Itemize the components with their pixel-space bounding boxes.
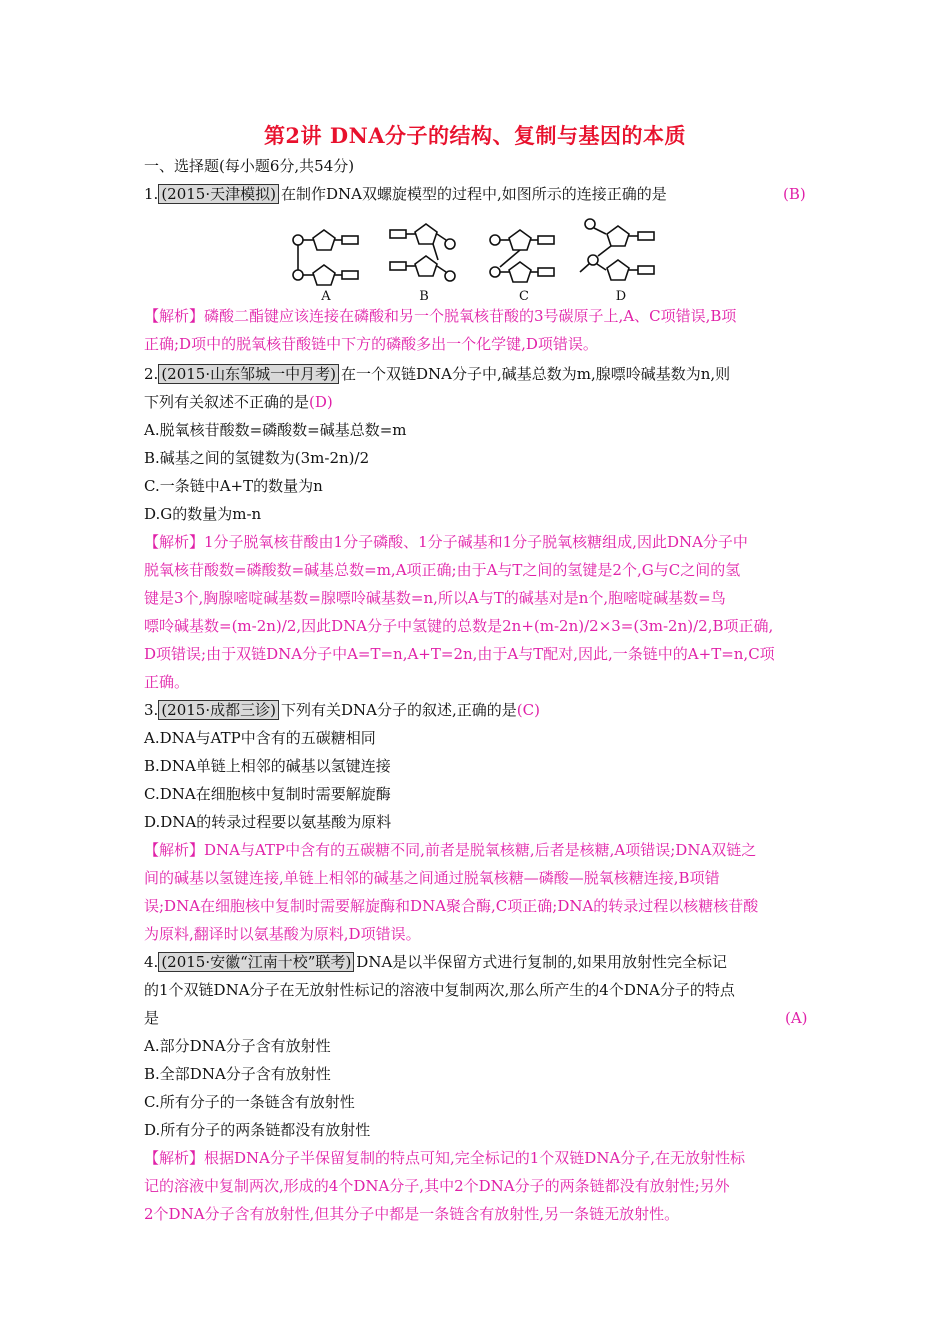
question-2-continued xyxy=(144,392,333,412)
option-d: D.所有分子的两条链都没有放射性 xyxy=(144,1121,371,1139)
question-number: 1. xyxy=(144,185,159,203)
question-text: DNA是以半保留方式进行复制的,如果用放射性完全标记 xyxy=(356,953,728,971)
option-a: A.脱氧核苷酸数=磷酸数=碱基总数=m xyxy=(144,421,407,439)
question-4-line-2: 的1个双链DNA分子在无放射性标记的溶液中复制两次,那么所产生的4个DNA分子的特点 xyxy=(144,981,735,999)
question-text: 在一个双链DNA分子中,碱基总数为m,腺嘌呤碱基数为n,则 xyxy=(340,365,731,383)
analysis-2-line-4: 嘌呤碱基数=(m-2n)/2,因此DNA分子中氢键的总数是2n+(m-2n)/2×3=(3m-2n)/2,B项正确, xyxy=(144,617,774,635)
question-text-2: 下列有关叙述不正确的是 xyxy=(144,393,310,411)
analysis-2-line-3: 键是3个,胸腺嘧啶碱基数=腺嘌呤碱基数=n,所以A与T的碱基对是n个,胞嘧啶碱基数=鸟 xyxy=(144,589,726,607)
question-1 xyxy=(144,184,667,204)
option-c: C.DNA在细胞核中复制时需要解旋酶 xyxy=(144,785,391,803)
figure-label-d: D xyxy=(615,289,627,304)
option-a: A.部分DNA分子含有放射性 xyxy=(144,1037,331,1055)
question-source: (2015·山东邹城一中月考) xyxy=(158,364,339,384)
option-a: A.DNA与ATP中含有的五碳糖相同 xyxy=(144,729,376,747)
page-title: 第2讲 DNA分子的结构、复制与基因的本质 xyxy=(263,123,687,148)
analysis-2-line-1: 【解析】1分子脱氧核苷酸由1分子磷酸、1分子碱基和1分子脱氧核糖组成,因此DNA分子中 xyxy=(144,533,748,551)
question-text: 在制作DNA双螺旋模型的过程中,如图所示的连接正确的是 xyxy=(280,185,667,203)
option-c: C.所有分子的一条链含有放射性 xyxy=(144,1093,355,1111)
question-3 xyxy=(144,700,540,720)
analysis-4-line-2: 记的溶液中复制两次,形成的4个DNA分子,其中2个DNA分子的两条链都没有放射性;另外 xyxy=(144,1177,730,1195)
nucleotide-connection-figure xyxy=(288,212,668,304)
section-heading: 一、选择题(每小题6分,共54分) xyxy=(144,157,355,175)
analysis-4-line-3: 2个DNA分子含有放射性,但其分子中都是一条链含有放射性,另一条链无放射性。 xyxy=(144,1205,680,1223)
analysis-3-line-4: 为原料,翻译时以氨基酸为原料,D项错误。 xyxy=(144,925,421,943)
question-answer: (D) xyxy=(309,393,333,411)
question-source: (2015·成都三诊) xyxy=(158,700,279,720)
analysis-3-line-1: 【解析】DNA与ATP中含有的五碳糖不同,前者是脱氧核糖,后者是核糖,A项错误;DNA双链之 xyxy=(144,841,757,859)
option-d: D.DNA的转录过程要以氨基酸为原料 xyxy=(144,813,392,831)
question-source: (2015·安徽“江南十校”联考) xyxy=(158,952,354,972)
question-number: 3. xyxy=(144,701,159,719)
option-c: C.一条链中A+T的数量为n xyxy=(144,477,323,495)
question-number: 2. xyxy=(144,365,159,383)
option-b: B.碱基之间的氢键数为(3m-2n)/2 xyxy=(144,449,370,467)
option-b: B.全部DNA分子含有放射性 xyxy=(144,1065,331,1083)
figure-label-b: B xyxy=(419,289,429,304)
analysis-1-line-1: 【解析】磷酸二酯键应该连接在磷酸和另一个脱氧核苷酸的3号碳原子上,A、C项错误,B项 xyxy=(144,307,737,325)
option-b: B.DNA单链上相邻的碱基以氢键连接 xyxy=(144,757,391,775)
analysis-2-line-2: 脱氧核苷酸数=磷酸数=碱基总数=m,A项正确;由于A与T之间的氢键是2个,G与C之间的氢 xyxy=(144,561,741,579)
analysis-4-line-1: 【解析】根据DNA分子半保留复制的特点可知,完全标记的1个双链DNA分子,在无放射性标 xyxy=(144,1149,746,1167)
question-answer: (B) xyxy=(783,185,806,203)
question-4 xyxy=(144,952,727,972)
analysis-3-line-3: 误;DNA在细胞核中复制时需要解旋酶和DNA聚合酶,C项正确;DNA的转录过程以核糖核苷酸 xyxy=(144,897,759,915)
question-answer: (C) xyxy=(516,701,540,719)
question-source: (2015·天津模拟) xyxy=(158,184,279,204)
question-text: 下列有关DNA分子的叙述,正确的是 xyxy=(280,701,517,719)
question-answer: (A) xyxy=(785,1009,808,1027)
figure-label-a: A xyxy=(321,289,331,304)
analysis-2-line-5: D项错误;由于双链DNA分子中A=T=n,A+T=2n,由于A与T配对,因此,一条链中的A+T=n,C项 xyxy=(144,645,775,663)
figure-label-c: C xyxy=(519,289,529,304)
analysis-2-line-6: 正确。 xyxy=(144,673,190,691)
option-d: D.G的数量为m-n xyxy=(144,505,262,523)
question-2 xyxy=(144,364,730,384)
analysis-1-line-2: 正确;D项中的脱氧核苷酸链中下方的磷酸多出一个化学键,D项错误。 xyxy=(144,335,598,353)
question-4-line-3: 是 xyxy=(144,1009,160,1027)
analysis-3-line-2: 间的碱基以氢键连接,单链上相邻的碱基之间通过脱氧核糖—磷酸—脱氧核糖连接,B项错 xyxy=(144,869,720,887)
question-number: 4. xyxy=(144,953,159,971)
